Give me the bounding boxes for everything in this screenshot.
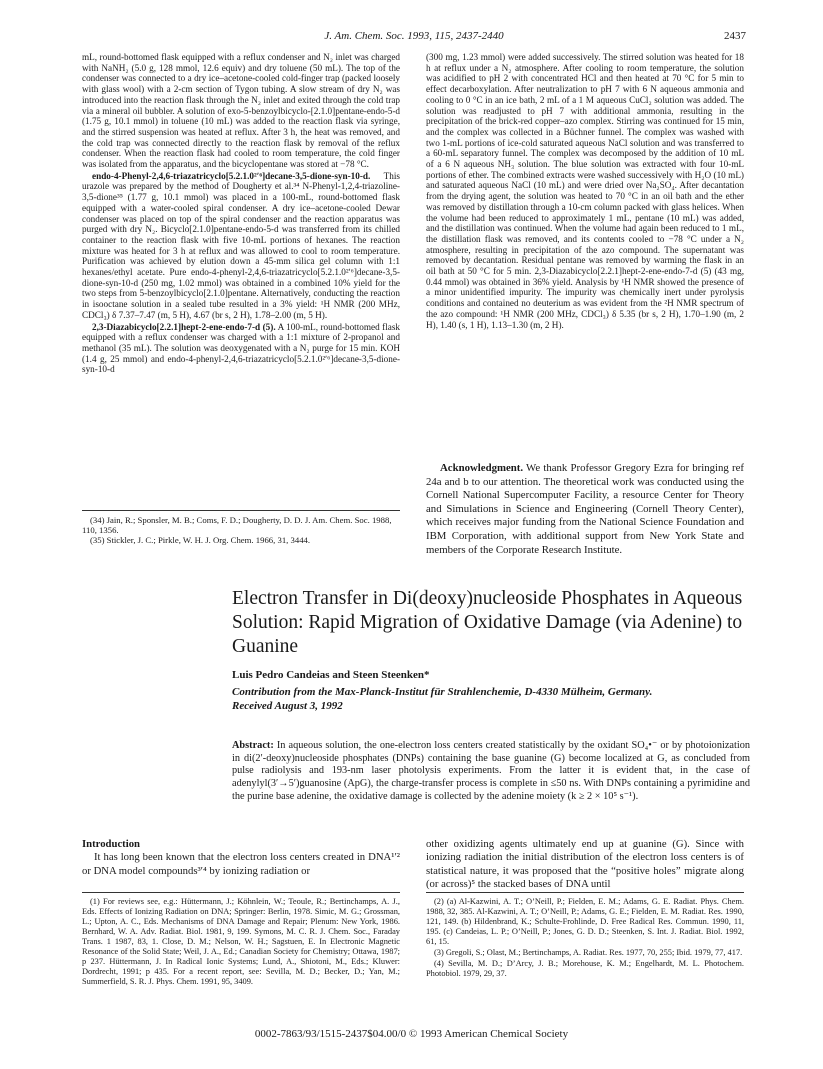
experimental-paragraph-2-text: This urazole was prepared by the method of Dougherty et al.³⁴ N-Phenyl-1,2,4-triazoline-3,5-dione³⁵ (1.77 g, 10.1 mmol) was placed in a 100-mL, round-bottomed flask equipped with a water-cooled spiral condenser. A dry ice–acetone-cooled Dewar condenser was placed on top of the spiral condenser and the reaction apparatus was purged with dry N₂. Bicyclo[2.1.0]pentane-endo-5-d was transferred from its chilled container to the reaction flask with five 10-mL portions of hexanes. The reaction mixture was heated for 3 h at reflux and was allowed to cool to room temperature. Purification was achieved by elution down a 45-mm silica gel column with 1:1 hexanes/ethyl acetate. Pure endo-4-phenyl-2,4,6-triazatricyclo[5.2.1.0²ʹ⁶]decane-3,5-dione-syn-10-d (250 mg, 1.02 mmol) was obtained in a combined 10% yield for the two steps from 5-benzoylbicyclo[2.1.0]pentane. Alternatively, conducting the reaction in isooctane solution in a sealed tube resulted in a 3% yield: ¹H NMR (200 MHz, CDCl₃) δ 7.37–7.47 (m, 5 H), 4.67 (br s, 2 H), 1.78–2.00 (m, 5 H). xyxy=(82,170,400,320)
experimental-paragraph-1: mL, round-bottomed flask equipped with a reflux condenser and N₂ inlet was charged with NaNH₂ (5.0 g, 128 mmol, 12.6 equiv) and dry toluene (50 mL). The top of the condenser was connected to a dry ice–acetone-cooled cold-finger trap (packed loosely with glass wool) with a 2-cm section of Tygon tubing. A slow stream of dry N₂ was introduced into the reaction flask through the N₂ inlet and exited through the cold trap via a mineral oil bubbler. A solution of exo-5-benzoylbicyclo-[2.1.0]pentane-endo-5-d (1.75 g, 10.1 mmol) in toluene (10 mL) was added to the reaction flask via syringe, and the stirred suspension was heated at reflux. After 3 h, the heat was removed, and the cold trap was connected directly to the reaction flask by removal of the reflux condenser. When the reaction flask had cooled to room temperature, the cold finger was isolated from the apparatus, and the bicyclopentane was stored at −78 °C. xyxy=(82,52,400,170)
footnote-rule xyxy=(82,510,400,511)
footnote-34: (34) Jain, R.; Sponsler, M. B.; Coms, F. D.; Dougherty, D. D. J. Am. Chem. Soc. 1988, 110, 1356. xyxy=(82,515,392,536)
affiliation-line: Contribution from the Max-Planck-Institut für Strahlenchemie, D-4330 Mülheim, Germany. xyxy=(232,686,653,698)
page-footer: 0002-7863/93/1515-2437$04.00/0 © 1993 American Chemical Society xyxy=(254,1028,569,1040)
compound-heading: endo-4-Phenyl-2,4,6-triazatricyclo[5.2.1.0²ʹ⁶]decane-3,5-dione-syn-10-d. xyxy=(92,170,371,181)
experimental-paragraph-3 xyxy=(82,322,400,376)
footnote-1: (1) For reviews see, e.g.: Hüttermann, J.; Köhnlein, W.; Teoule, R.; Bertinchamps, A. J., Eds. Effects of Ionizing Radiation on DNA; Springer: Berlin, 1978. Simic, M. G.; Grossman, L.; Upton, A. C., Eds. Mechanisms of DNA Damage and Repair; Plenum: New York, 1986. Bernhard, W. A. Adv. Radiat. Biol. 1981, 9, 199. Symons, M. C. R. J. Chem. Soc., Faraday Trans. 1 1987, 83, 1. Close, D. M.; Nelson, W. H.; Sagstuen, E. In Electronic Magnetic Resonance of the Solid State; Weil, J. A., Ed.; Canadian Society for Chemistry; Ottawa, 1987; p 237. Hüttermann, J. In Radical Ionic Systems; Lund, A., Shiotoni, M., Eds.; Kluwer: Dordrecht, 1991; p 435. For a recent report, see: Sevilla, M. D.; Becker, D.; Yan, M.; Summerfield, S. R. J. Phys. Chem. 1991, 95, 3409. xyxy=(82,897,400,986)
footnote-35: (35) Stickler, J. C.; Pirkle, W. H. J. Org. Chem. 1966, 31, 3444. xyxy=(90,535,311,546)
footnote-4: (4) Sevilla, M. D.; D’Arcy, J. B.; Morehouse, K. M.; Engelhardt, M. L. Photochem. Photobiol. 1979, 29, 37. xyxy=(426,959,744,978)
acknowledgment-text: We thank Professor Gregory Ezra for bringing ref 24a and b to our attention. The theoretical work was conducted using the Cornell National Supercomputer Facility, a resource Center for Theory and Simulations in Science and Engineering (Cornell Theory Center), which receives major funding from the National Science Foundation and IBM Corporation, with additional support from New York State and members of the Corporate Research Institute. xyxy=(426,462,744,556)
abstract xyxy=(232,740,750,804)
header-journal-citation: J. Am. Chem. Soc. 1993, 115, 2437-2440 xyxy=(324,30,504,42)
right-column-experimental xyxy=(426,52,744,331)
introduction-heading: Introduction xyxy=(82,838,141,850)
experimental-paragraph-continued: (300 mg, 1.23 mmol) were added successively. The stirred solution was heated for 18 h at reflux under a N₂ atmosphere. After cooling to room temperature, the solution was acidified to pH 2 with concentrated HCl and then heated at 70 °C for 5 min to effect decarboxylation. After neutralization to pH 7 with 6 N aqueous ammonia and cooling to 0 °C in an ice bath, 2 mL of a 1 M aqueous CuCl₂ solution was added. The solution was readjusted to pH 7 with additional ammonia, resulting in the precipitation of the brick-red copper–azo complex. Stirring was continued for 15 min, and the complex was collected in a Büchner funnel. The complex was washed with two 1-mL portions of ice-cold saturated aqueous NaCl solution and was transferred to a 60-mL separatory funnel. The complex was decomposed by the addition of 10 mL of a 6 N aqueous NH₃ solution. The blue solution was extracted with four 10-mL portions of ether. The combined extracts were washed successively with H₂O (10 mL) and saturated aqueous NaCl (10 mL) and were dried over Na₂SO₄. After decantation from the drying agent, the solution was heated to 70 °C in an oil bath and the ether was removed by distillation through a 10-cm column packed with glass helices. When the volume had been reduced to approximately 1 mL, pentane (10 mL) was added, and the distillation was continued. When the volume had again been reduced to 1 mL, the distillation flask was removed, and its contents cooled to −78 °C under a N₂ atmosphere, resulting in precipitation of the azo compound. The supernatant was removed by decantation. Residual pentane was removed by warming the flask in an oil bath at 50 °C for 5 min. 2,3-Diazabicyclo[2.2.1]hept-2-ene-endo-7-d (5) (43 mg, 0.44 mmol) was obtained in 36% yield. Analysis by ¹H NMR showed the presence of a minor unidentified impurity. The impurity was chemically inert under pyrolysis conditions and contained no deuterium as was evident from the ²H NMR spectrum of the azo compound: ¹H NMR (200 MHz, CDCl₃) δ 5.35 (br s, 2 H), 1.70–1.90 (m, 2 H), 1.40 (s, 1 H), 1.13–1.30 (m, 2 H). xyxy=(426,52,744,330)
acknowledgment-heading: Acknowledgment. xyxy=(440,462,524,474)
article-title: Electron Transfer in Di(deoxy)nucleoside Phosphates in Aqueous Solution: Rapid Migration of Oxidative Damage (via Adenine) to Guanine xyxy=(232,588,743,657)
footnote-3: (3) Gregoli, S.; Olast, M.; Bertinchamps, A. Radiat. Res. 1977, 70, 255; Ibid. 1979, 77, 417. xyxy=(434,948,743,957)
article-affiliation xyxy=(232,686,752,713)
abstract-text: In aqueous solution, the one-electron loss centers created statistically by the oxidant SO₄•⁻ or by photoionization in di(2′-deoxy)nucleoside phosphates (DNPs) containing the base guanine (G) become localized at G, as concluded from pulse radiolysis and 193-nm laser photolysis experiments. From the latter it is evident that, in the case of adenylyl(3′→5′)guanosine (ApG), the charge-transfer process is complete in ≤50 ns. With DNPs containing a pyrimidine and the purine base adenine, the oxidative damage is collected by the adenine moiety (k ≥ 2 × 10⁵ s⁻¹). xyxy=(232,740,750,802)
footnotes-right xyxy=(426,892,744,980)
received-date: Received August 3, 1992 xyxy=(232,699,343,712)
footnote-rule xyxy=(426,892,744,893)
header-page-number: 2437 xyxy=(724,30,746,42)
introduction-text-left: It has long been known that the electron loss centers created in DNA¹ʹ² or DNA model compounds³ʹ⁴ by ionizing radiation or xyxy=(82,851,400,877)
introduction-right xyxy=(426,838,744,892)
experimental-paragraph-2 xyxy=(82,171,400,321)
footnote-2: (2) (a) Al-Kazwini, A. T.; O’Neill, P.; Fielden, E. M.; Adams, G. E. Radiat. Phys. Chem. 1988, 32, 385. Al-Kazwini, A. T.; O’Neill, P.; Adams, G. E.; Fielden, E. M. Radiat. Res. 1990, 121, 149. (b) Hildenbrand, K.; Schulte-Frohlinde, D. Free Radical Res. Commun. 1990, 11, 195. (c) Candeias, L. P.; O’Neill, P.; Jones, G. D. D.; Steenken, S. Int. J. Radiat. Biol. 1992, 61, 15. xyxy=(426,897,744,946)
footnotes-left xyxy=(82,892,400,988)
compound-heading: 2,3-Diazabicyclo[2.2.1]hept-2-ene-endo-7-d (5). xyxy=(92,321,276,332)
footnotes-previous-article xyxy=(82,510,400,545)
experimental-paragraph-3-text: A 100-mL, round-bottomed flask equipped with a reflux condenser was charged with a 1:1 mixture of 2-propanol and methanol (35 mL). The solution was deoxygenated with a N₂ purge for 15 min. KOH (1.4 g, 25 mmol) and endo-4-phenyl-2,4,6-triazatricyclo[5.2.1.0²ʹ⁶]decane-3,5-dione-syn-10-d xyxy=(82,321,400,375)
footnote-rule xyxy=(82,892,400,893)
introduction-left xyxy=(82,838,400,878)
acknowledgment xyxy=(426,462,744,557)
running-header xyxy=(82,30,746,48)
article-authors: Luis Pedro Candeias and Steen Steenken* xyxy=(232,669,430,681)
abstract-label: Abstract: xyxy=(232,740,274,751)
introduction-text-right: other oxidizing agents ultimately end up at guanine (G). Since with ionizing radiation the initial distribution of the electron loss centers is of statistical nature, it was proposed that the “positive holes” migrate along (or across)⁵ the stacked bases of DNA until xyxy=(426,838,744,891)
left-column-experimental xyxy=(82,52,400,376)
